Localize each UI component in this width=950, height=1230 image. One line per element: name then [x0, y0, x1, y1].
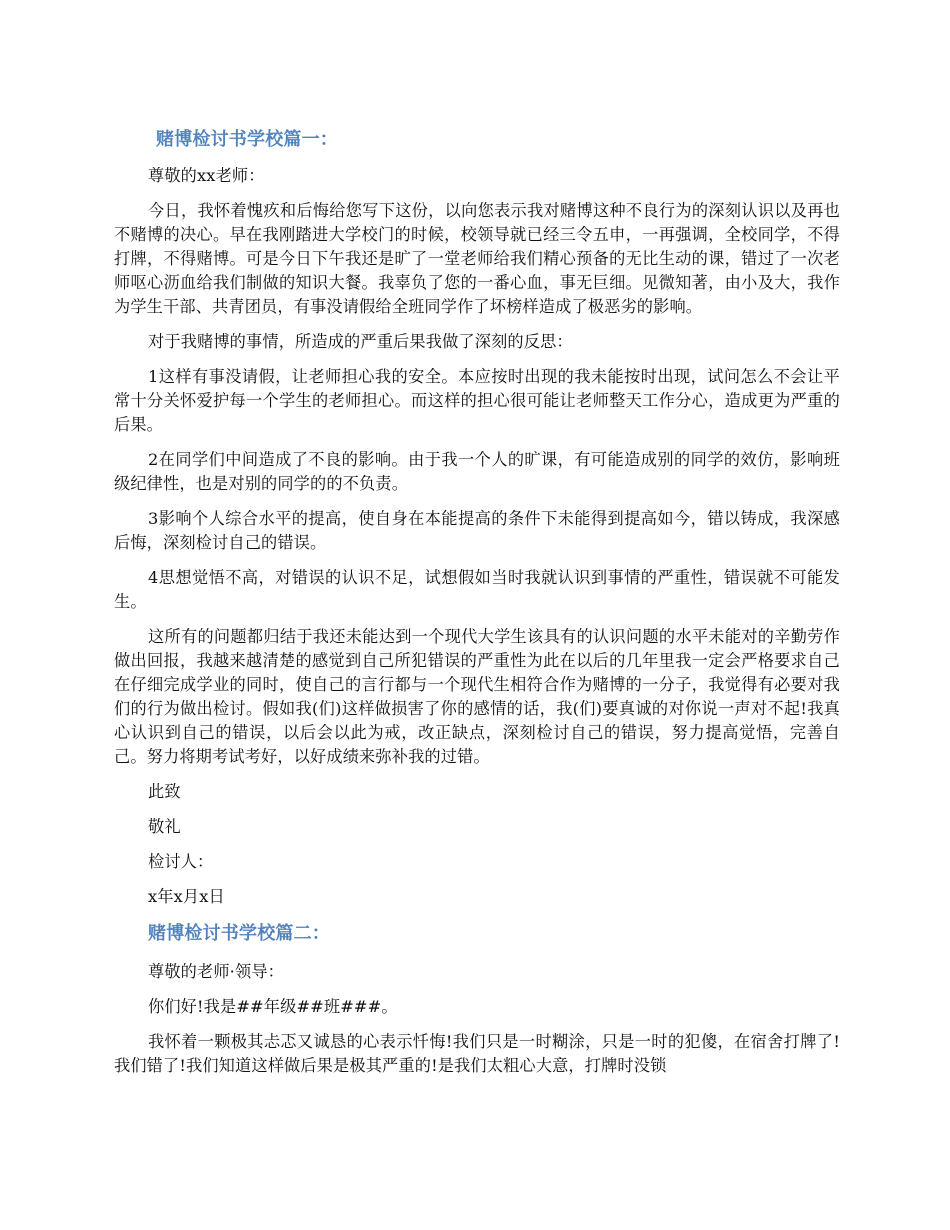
- section-1-date: x年x月x日: [148, 887, 225, 906]
- section-1-paragraph-7: 这所有的问题都归结于我还未能达到一个现代大学生该具有的认识问题的水平未能对的辛勤劳作做出回报，我越来越清楚的感觉到自己所犯错误的严重性为此在以后的几年里我一定会严格要求自己在仔细完成学业的同时，使自己的言行都与一个现代生相符合作为赌博的一分子，我觉得有必要对我们的行为做出检讨。假如我(们)这样做损害了你的感情的话，我(们)要真诚的对你说一声对不起!我真心认识到自己的错误，以后会以此为戒，改正缺点，深刻检讨自己的错误，努力提高觉悟，完善自己。努力将期考试考好，以好成绩来弥补我的过错。: [114, 627, 840, 766]
- section-2-title: 赌博检讨书学校篇二：: [148, 923, 330, 944]
- section-1-title: 赌博检讨书学校篇一：: [156, 129, 338, 150]
- section-1-paragraph-2: 对于我赌博的事情，所造成的严重后果我做了深刻的反思：: [148, 332, 573, 351]
- section-1-paragraph-5: 3影响个人综合水平的提高，使自身在本能提高的条件下未能得到提高如今，错以铸成，我深感后悔，深刻检讨自己的错误。: [114, 509, 840, 552]
- section-2-salutation: 尊敬的老师·领导：: [148, 962, 284, 981]
- document-body: [114, 126, 840, 1089]
- section-1-paragraph-6: 4思想觉悟不高，对错误的认识不足，试想假如当时我就认识到事情的严重性，错误就不可能发生。: [114, 568, 840, 611]
- section-1-salutation: 尊敬的xx老师：: [148, 166, 265, 185]
- section-2-greeting: 你们好!我是##年级##班###。: [148, 997, 398, 1016]
- section-1-closing-1: 此致: [148, 782, 181, 801]
- section-1-paragraph-4: 2在同学们中间造成了不良的影响。由于我一个人的旷课，有可能造成别的同学的效仿，影响班级纪律性，也是对别的同学的的不负责。: [114, 450, 840, 493]
- section-1-paragraph-1: 今日，我怀着愧疚和后悔给您写下这份，以向您表示我对赌博这种不良行为的深刻认识以及再也不赌博的决心。早在我刚踏进大学校门的时候，校领导就已经三令五申，一再强调，全校同学，不得打牌，不得赌博。可是今日下午我还是旷了一堂老师给我们精心预备的无比生动的课，错过了一次老师呕心沥血给我们制做的知识大餐。我辜负了您的一番心血，事无巨细。见微知著，由小及大，我作为学生干部、共青团员，有事没请假给全班同学作了坏榜样造成了极恶劣的影响。: [114, 201, 840, 316]
- section-1-signature: 检讨人：: [148, 852, 214, 871]
- section-2-paragraph-1: 我怀着一颗极其忐忑又诚恳的心表示忏悔!我们只是一时糊涂，只是一时的犯傻，在宿舍打牌了!我们错了!我们知道这样做后果是极其严重的!是我们太粗心大意，打牌时没锁: [114, 1032, 840, 1075]
- section-1-closing-2: 敬礼: [148, 817, 181, 836]
- section-1-paragraph-3: 1这样有事没请假，让老师担心我的安全。本应按时出现的我未能按时出现，试问怎么不会让平常十分关怀爱护每一个学生的老师担心。而这样的担心很可能让老师整天工作分心，造成更为严重的后果。: [114, 367, 840, 434]
